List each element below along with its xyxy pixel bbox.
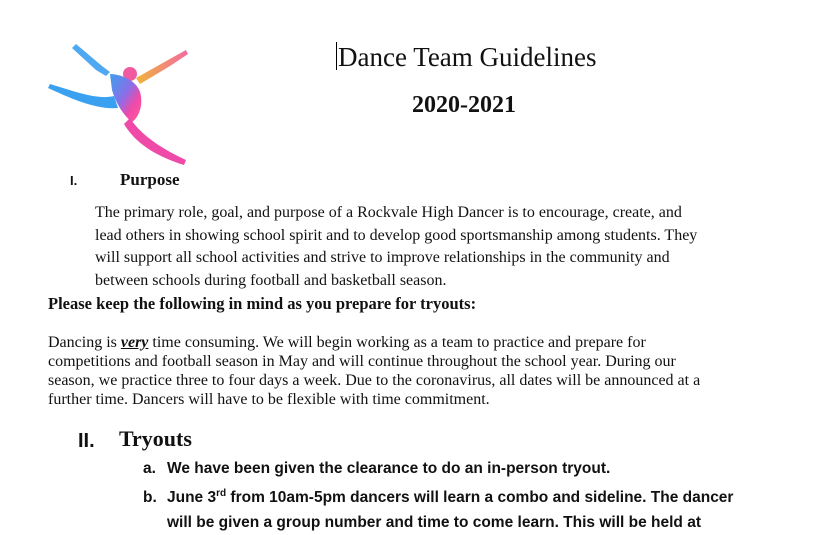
tryout-intro: Please keep the following in mind as you prepare for tryouts:: [48, 294, 477, 313]
emphasis-very: very: [120, 334, 149, 351]
paragraph-line: [48, 333, 808, 352]
list-item: [143, 456, 733, 481]
paragraph-line: competitions and football season in May and will continue throughout the school year. During our: [48, 353, 676, 370]
paragraph-line: season, we practice three to four days a week. Due to the coronavirus, all dates will be announced at a: [48, 372, 701, 389]
line-end: time consuming. We will begin working as a team to practice and prepare for: [148, 334, 646, 351]
tryouts-list: [143, 456, 733, 535]
time-commitment-paragraph: [48, 333, 808, 409]
document-year: 2020-2021: [412, 92, 516, 118]
list-item-text: We have been given the clearance to do an in-person tryout.: [167, 460, 611, 477]
purpose-paragraph: [95, 202, 775, 292]
list-item-text-pre: June 3: [167, 489, 217, 507]
section-1-heading: Purpose: [120, 170, 180, 189]
line-start: Dancing is: [48, 334, 121, 351]
section-2-number: II.: [78, 430, 95, 452]
section-2-heading: Tryouts: [119, 426, 192, 451]
text-cursor: [336, 42, 337, 70]
section-1-number: I.: [70, 173, 78, 188]
list-item-continuation: will be given a group number and time to come learn. This will be held at: [167, 514, 701, 532]
list-marker: b.: [143, 489, 157, 507]
dancer-leap-icon: [40, 38, 200, 168]
list-item-text-post: from 10am-5pm dancers will learn a combo and sideline. The dancer: [226, 489, 734, 507]
purpose-line: between schools during football and basketball season.: [95, 271, 447, 289]
document-title: [336, 42, 597, 73]
list-marker: a.: [143, 460, 156, 477]
list-item: [143, 481, 733, 510]
purpose-line: The primary role, goal, and purpose of a Rockvale High Dancer is to encourage, create, and: [95, 204, 682, 221]
paragraph-line: further time. Dancers will have to be flexible with time commitment.: [48, 391, 490, 408]
ordinal-suffix: rd: [216, 488, 227, 499]
purpose-line: lead others in showing school spirit and to develop good sportsmanship among students. They: [95, 226, 698, 244]
title-text: Dance Team Guidelines: [338, 42, 597, 72]
purpose-line: will support all school activities and strive to improve relationships in the community and: [95, 249, 670, 266]
